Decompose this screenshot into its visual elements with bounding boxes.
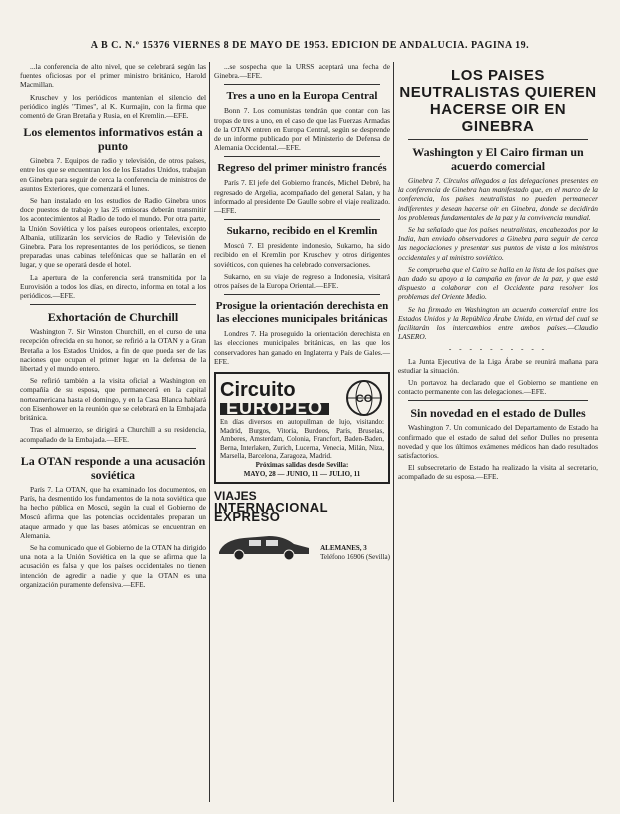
article-paragraph: Se han instalado en los estudios de Radio Ginebra unos doce puestos de trabajo y las 25 emisoras deberán transmitir los acontecimientos al Radio de todo el mundo. Por otra parte, la Unión Soviética y los países europeos orientales, excepto Albania, utilizarán los servicios de Radio y Televisión de Ginebra. Para los representantes de los periódicos, se tienen preparadas unas cabinas telefónicas que se hallarán en el lugar, y que se operará desde el hotel. xyxy=(20,196,206,270)
ad-viajes-address: ALEMANES, 3 xyxy=(320,544,367,553)
article-paragraph: Sukarno, en su viaje de regreso a Indonesia, visitará otros países de la Europa Oriental.—EFE. xyxy=(214,271,390,291)
globe-emblem-icon xyxy=(344,378,384,418)
headline-neutral-countries: LOS PAISES NEUTRALISTAS QUIEREN HACERSE OIR EN GINEBRA xyxy=(399,67,597,135)
page-header: A B C. N.º 15376 VIERNES 8 DE MAYO DE 1953. EDICION DE ANDALUCIA. PAGINA 19. xyxy=(90,40,530,51)
article-paragraph: ...la conferencia de alto nivel, que se celebrará según las fuentes oficiosas por el primer ministro británico, Harold Macmillan. xyxy=(20,62,206,90)
ad-title: Circuito xyxy=(220,379,296,402)
ad-viajes-phone: Teléfono 16906 (Sevilla) xyxy=(320,553,390,562)
article-paragraph: ...se sospecha que la URSS aceptará una fecha de Ginebra.—EFE. xyxy=(214,62,390,81)
headline-central-europe: Tres a uno en la Europa Central xyxy=(226,90,378,103)
article-paragraph: Tras el almuerzo, se dirigirá a Churchill a su residencia, acompañado de la Embajada.—EFE. xyxy=(20,425,206,444)
article-paragraph: El subsecretario de Estado ha realizado la visita al secretario, acompañado de su esposa.—EFE. xyxy=(398,463,598,482)
headline-french-minister: Regreso del primer ministro francés xyxy=(217,162,387,175)
article-paragraph: Ginebra 7. Equipos de radio y televisión, de otros países, entre los que se encuentran los de los Estados Unidos, trabajan en Ginebra para seguir de cerca la conferencia de ministros de asuntos Exteriores, que comenzará el lunes. xyxy=(20,156,206,193)
ad-title-box: EUROPEO xyxy=(220,403,329,414)
divider xyxy=(30,448,196,449)
divider xyxy=(224,219,380,220)
car-illustration-icon xyxy=(214,526,314,562)
ad-viajes-line1: VIAJES xyxy=(214,489,257,504)
article-paragraph: Bonn 7. Los comunistas tendrán que contar con las tropas de tres a uno, en el caso de que las Fuerzas Armadas de la OTAN entren en Europa Central, según se desprende de un informe publicado por el Ministerio de Defensa de Alemania Occidental.—EFE. xyxy=(214,106,390,153)
headline-otan: La OTAN responde a una acusación soviética xyxy=(20,453,206,482)
article-paragraph: Se refirió también a la visita oficial a Washington en compañía de su esposa, que permanecerá en la capital norteamericana hasta el domingo, y en la Casa Blanca hablará con Eisenhower en la reunión que se celebrará en la Embajada británica. xyxy=(20,376,206,423)
column-3 xyxy=(398,62,598,485)
article-paragraph: Ginebra 7. Círculos allegados a las delegaciones presentes en la conferencia de Ginebra han manifestado que, en el marco de la conferencia, los países neutralistas no pueden permanecer indiferentes y desean hacerse oír en Ginebra, donde se decidirán los problemas fundamentales de la paz y la convivencia mundial. xyxy=(398,176,598,222)
article-paragraph: París 7. La OTAN, que ha examinado los documentos, en París, ha desmentido los fundamentos de la nota soviética que ha hecho pública en Moscú, según la cual el Gobierno de Moscú afirma que las potencias occidentales preparan un ataque armado y que las bases atómicas se encuentran en Alemania. xyxy=(20,484,206,540)
column-2 xyxy=(214,62,390,568)
ad-description: En días diversos en autopullman de lujo, visitando: Madrid, Burgos, Vitoria, Burdeos, París, Bruselas, Amberes, Amsterdam, Colonia, Francfort, Baden-Baden, Berna, Interlaken, Zurich, Lucerna, Venecia, Milán, Niza, Marsella, Barcelona, Zaragoza, Madrid. xyxy=(220,418,384,461)
subheadline-washington-cairo: Washington y El Cairo firman un acuerdo comercial xyxy=(412,145,584,173)
article-paragraph: Se ha señalado que los países neutralistas, encabezados por la India, han enviado observadores a Ginebra para seguir de cerca las negociaciones y presentar sus puntos de vista a los ministros occidentales y al ministro soviético. xyxy=(398,225,598,262)
emblem-label: CO xyxy=(355,393,373,406)
divider xyxy=(224,84,380,85)
ad-departures-label: Próximas salidas desde Sevilla: xyxy=(255,461,349,470)
headline-informative-elements: Los elementos informativos están a punto xyxy=(23,125,203,154)
article-paragraph: Kruschev y los periódicos mantenían el silencio del periódico inglés "Times", al K. Kurmajin, con la firma que comentó de Gran Bretaña y Rusia, en el Kremlin.—EFE. xyxy=(20,92,206,121)
article-paragraph: Se comprueba que el Cairo se halla en la lista de los países que han dado su apoyo a la campaña en favor de la paz, y que está dispuesto a colaborar con el Occidente para resolver los problemas del Oriente Medio. xyxy=(398,264,598,302)
article-paragraph: Washington 7. Un comunicado del Departamento de Estado ha confirmado que el estado de salud del señor Dulles no presenta novedad y que los últimos exámenes médicos han dado resultados satisfactorios. xyxy=(398,423,598,461)
article-paragraph: París 7. El jefe del Gobierno francés, Michel Debré, ha regresado de Argelia, acompañado del general Salan, y ha informado al presidente De Gaulle sobre el viaje realizado.—EFE. xyxy=(214,178,390,216)
ad-departures: MAYO, 28 — JUNIO, 11 — JULIO, 11 xyxy=(243,469,361,478)
divider xyxy=(30,304,196,305)
article-paragraph: Moscú 7. El presidente indonesio, Sukarno, ha sido recibido en el Kremlin por Kruschev y otros dirigentes soviéticos, con quienes ha celebrado conversaciones. xyxy=(214,241,390,269)
headline-churchill: Exhortación de Churchill xyxy=(47,310,179,325)
article-paragraph: Se ha firmado en Washington un acuerdo comercial entre los Estados Unidos y la República Árabe Unida, en virtud del cual se facilitarán los intercambios entre ambos países.—Claudio LASERO. xyxy=(398,304,598,342)
column-1 xyxy=(20,62,206,592)
article-paragraph: La Junta Ejecutiva de la Liga Árabe se reunirá mañana para estudiar la situación. xyxy=(398,356,598,375)
divider xyxy=(408,400,588,401)
article-paragraph: Washington 7. Sir Winston Churchill, en el curso de una recepción ofrecida en su honor, se refirió a la OTAN y a Gran Bretaña a los Estados Unidos, a fin de que pueda ser de las naciones que ocupan el primer lugar en la defensa de la libertad y el mundo entero. xyxy=(20,327,206,374)
column-divider xyxy=(209,62,210,802)
advertisement-viajes xyxy=(214,490,390,561)
divider xyxy=(224,156,380,157)
article-paragraph: La apertura de la conferencia será transmitida por la Eurovisión a todos los días, en directo, informa en total a los periódicos.—EFE. xyxy=(20,272,206,301)
separator-dashes: - - - - - - - - - - xyxy=(448,344,548,354)
divider xyxy=(224,294,380,295)
ad-viajes-line2: INTERNACIONAL EXPRESO xyxy=(214,500,328,525)
headline-british-elections: Prosigue la orientación derechista en las elecciones municipales británicas xyxy=(215,300,389,326)
column-divider xyxy=(393,62,394,802)
article-paragraph: Un portavoz ha declarado que el Gobierno se mantiene en contacto permanente con las delegaciones.—EFE. xyxy=(398,378,598,397)
article-paragraph: Londres 7. Ha proseguido la orientación derechista en las elecciones municipales británicas, en las que los conservadores han ganado en Inglaterra y País de Gales.—EFE. xyxy=(214,329,390,366)
headline-dulles: Sin novedad en el estado de Dulles xyxy=(410,406,586,421)
article-paragraph: Se ha comunicado que el Gobierno de la OTAN ha dirigido una nota a la Unión Soviética en la que se afirma que la acusación es falsa y que los países occidentales no tienen intención de agredir a nadie y que la OTAN es una organización puramente defensiva.—EFE. xyxy=(20,542,206,589)
divider xyxy=(408,139,588,140)
advertisement-circuito-europeo xyxy=(214,372,390,484)
headline-sukarno: Sukarno, recibido en el Kremlin xyxy=(226,225,378,238)
